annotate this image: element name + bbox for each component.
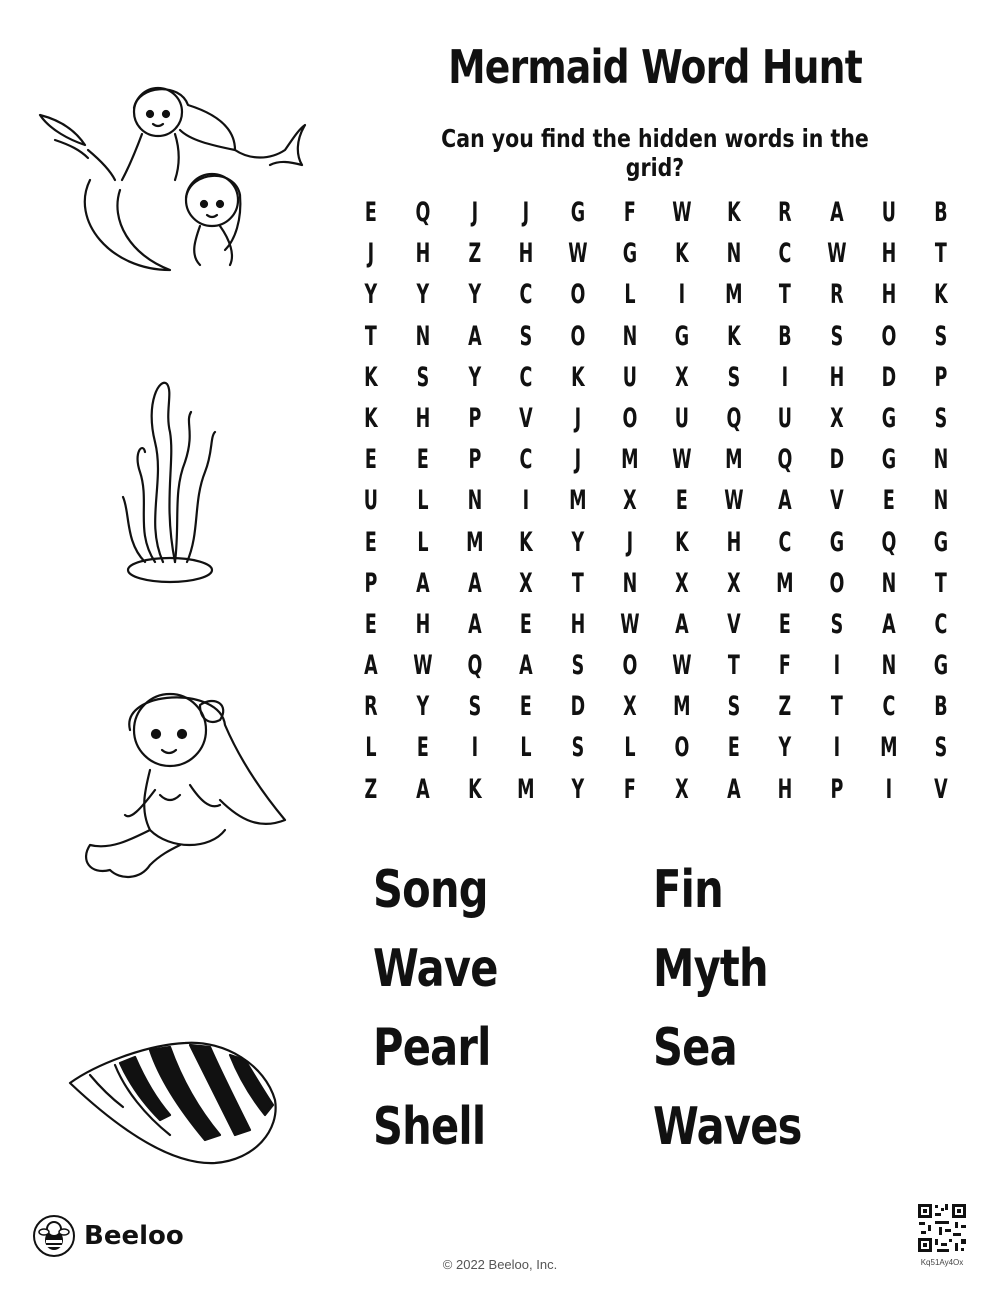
grid-letter: Y: [468, 279, 481, 311]
seaweed-illustration: [115, 372, 225, 587]
grid-letter: A: [467, 320, 482, 352]
grid-letter: E: [364, 608, 377, 640]
grid-letter: X: [519, 567, 534, 599]
grid-letter: O: [829, 567, 845, 599]
grid-letter: M: [724, 444, 743, 476]
grid-letter: X: [830, 402, 844, 434]
grid-letter: X: [726, 567, 741, 599]
grid-letter: I: [833, 650, 841, 682]
grid-letter: O: [622, 650, 638, 682]
grid-letter: E: [779, 608, 792, 640]
grid-letter: G: [829, 526, 845, 558]
grid-letter: K: [674, 526, 689, 558]
grid-letter: Z: [778, 691, 792, 723]
grid-letter: N: [415, 320, 431, 352]
beeloo-logo: [32, 1214, 184, 1258]
seashell-illustration: [65, 1035, 280, 1170]
grid-letter: W: [672, 650, 692, 682]
grid-letter: G: [881, 402, 897, 434]
grid-letter: K: [933, 279, 948, 311]
grid-letter: K: [726, 320, 741, 352]
word-list-item: Myth: [653, 939, 768, 999]
grid-letter: D: [881, 361, 897, 393]
two-mermaids-illustration: [30, 70, 310, 280]
grid-letter: D: [829, 444, 845, 476]
grid-letter: Y: [468, 361, 481, 393]
grid-letter: H: [881, 279, 897, 311]
word-list-item: Waves: [653, 1097, 802, 1157]
grid-letter: F: [779, 650, 792, 682]
grid-letter: J: [574, 402, 582, 434]
grid-letter: R: [778, 197, 793, 228]
grid-letter: M: [569, 485, 587, 517]
grid-letter: D: [570, 691, 586, 723]
grid-letter: M: [776, 567, 794, 599]
grid-letter: E: [520, 608, 533, 640]
grid-letter: P: [468, 402, 481, 434]
grid-letter: T: [727, 650, 740, 682]
grid-letter: Q: [726, 402, 741, 434]
grid-letter: W: [672, 444, 692, 476]
grid-letter: V: [830, 485, 844, 517]
word-list-item: Shell: [373, 1097, 486, 1157]
word-search-grid: [345, 192, 967, 810]
grid-letter: H: [415, 608, 431, 640]
grid-letter: U: [363, 485, 379, 517]
grid-letter: Z: [468, 238, 481, 270]
grid-letter: O: [674, 732, 690, 764]
grid-letter: E: [364, 197, 377, 228]
grid-letter: S: [934, 402, 947, 434]
grid-letter: B: [933, 197, 948, 228]
grid-letter: W: [723, 485, 744, 517]
grid-letter: K: [364, 361, 378, 393]
grid-letter: S: [416, 361, 429, 393]
grid-letter: E: [364, 444, 377, 476]
grid-letter: Y: [571, 773, 585, 805]
grid-letter: O: [570, 320, 586, 352]
grid-letter: V: [933, 773, 948, 805]
grid-letter: E: [675, 485, 688, 517]
page-title: Mermaid Word Hunt: [448, 40, 862, 94]
grid-letter: G: [933, 526, 948, 558]
grid-letter: H: [518, 238, 534, 270]
grid-letter: J: [367, 238, 375, 270]
grid-letter: W: [413, 650, 433, 682]
grid-letter: A: [364, 650, 378, 682]
grid-letter: T: [572, 567, 585, 599]
grid-letter: K: [519, 526, 534, 558]
grid-letter: T: [934, 567, 947, 599]
grid-letter: M: [517, 773, 535, 805]
grid-letter: A: [830, 197, 844, 228]
grid-letter: C: [519, 444, 533, 476]
grid-letter: Y: [571, 526, 585, 558]
grid-letter: J: [523, 197, 530, 228]
grid-letter: G: [933, 650, 948, 682]
grid-letter: L: [624, 279, 636, 311]
grid-letter: Q: [415, 197, 431, 228]
grid-letter: S: [571, 732, 585, 764]
grid-letter: A: [674, 608, 689, 640]
grid-letter: Y: [416, 691, 430, 723]
grid-letter: V: [726, 608, 741, 640]
grid-letter: A: [519, 650, 534, 682]
grid-letter: C: [882, 691, 896, 723]
grid-letter: N: [467, 485, 482, 517]
grid-letter: E: [416, 444, 429, 476]
grid-letter: A: [778, 485, 793, 517]
bee-icon: [32, 1214, 76, 1258]
grid-letter: K: [364, 402, 378, 434]
grid-letter: L: [417, 526, 429, 558]
grid-letter: A: [882, 608, 896, 640]
grid-letter: E: [416, 732, 429, 764]
grid-letter: Y: [416, 279, 430, 311]
word-list-item: Wave: [373, 939, 498, 999]
grid-letter: C: [519, 279, 533, 311]
word-list: [373, 858, 933, 1174]
grid-letter: C: [519, 361, 533, 393]
grid-letter: N: [726, 238, 741, 270]
grid-letter: A: [726, 773, 741, 805]
grid-letter: P: [468, 444, 481, 476]
grid-letter: E: [882, 485, 895, 517]
grid-letter: X: [623, 691, 637, 723]
brand-name: Beeloo: [84, 1221, 184, 1251]
grid-letter: N: [933, 485, 948, 517]
grid-letter: B: [778, 320, 792, 352]
grid-letter: U: [778, 402, 793, 434]
grid-letter: V: [519, 402, 534, 434]
grid-letter: P: [830, 773, 844, 805]
grid-letter: H: [881, 238, 897, 270]
word-list-item: Sea: [653, 1018, 737, 1078]
grid-letter: O: [570, 279, 586, 311]
grid-letter: A: [415, 567, 430, 599]
grid-letter: K: [674, 238, 689, 270]
grid-letter: U: [881, 197, 896, 228]
grid-letter: C: [934, 608, 948, 640]
grid-letter: S: [519, 320, 533, 352]
grid-letter: N: [622, 320, 638, 352]
grid-letter: S: [830, 320, 844, 352]
mermaid-illustration: [50, 680, 300, 890]
grid-letter: P: [934, 361, 948, 393]
grid-letter: W: [568, 238, 588, 270]
grid-letter: L: [520, 732, 532, 764]
word-list-item: Fin: [653, 860, 723, 920]
page-subtitle: Can you find the hidden words in the grid?: [441, 124, 869, 182]
grid-letter: B: [933, 691, 948, 723]
grid-letter: L: [624, 732, 636, 764]
grid-letter: X: [674, 773, 689, 805]
grid-letter: E: [364, 526, 377, 558]
grid-letter: H: [726, 526, 741, 558]
grid-letter: M: [621, 444, 639, 476]
grid-letter: Y: [364, 279, 378, 311]
grid-letter: S: [571, 650, 585, 682]
grid-letter: G: [570, 197, 586, 228]
grid-letter: I: [678, 279, 685, 311]
copyright-notice: © 2022 Beeloo, Inc.: [442, 1257, 558, 1272]
grid-letter: T: [779, 279, 792, 311]
grid-letter: H: [777, 773, 793, 805]
grid-letter: I: [833, 732, 841, 764]
grid-letter: U: [622, 361, 637, 393]
grid-letter: S: [727, 361, 740, 393]
grid-letter: C: [778, 526, 792, 558]
grid-letter: I: [885, 773, 893, 805]
grid-letter: T: [364, 320, 377, 352]
grid-letter: Q: [777, 444, 793, 476]
grid-letter: Q: [881, 526, 897, 558]
grid-letter: J: [471, 197, 478, 228]
grid-letter: C: [778, 238, 792, 270]
grid-letter: H: [415, 402, 431, 434]
grid-letter: K: [571, 361, 585, 393]
grid-letter: K: [726, 197, 741, 228]
grid-letter: M: [724, 279, 743, 311]
grid-letter: Y: [778, 732, 792, 764]
grid-letter: F: [623, 773, 636, 805]
grid-letter: J: [626, 526, 634, 558]
grid-letter: O: [622, 402, 638, 434]
grid-letter: H: [570, 608, 586, 640]
grid-letter: S: [934, 732, 947, 764]
grid-letter: I: [471, 732, 478, 764]
grid-letter: X: [674, 567, 689, 599]
grid-letter: E: [520, 691, 533, 723]
grid-letter: G: [622, 238, 638, 270]
grid-letter: G: [881, 444, 897, 476]
grid-letter: E: [727, 732, 740, 764]
word-list-item: Pearl: [373, 1018, 491, 1078]
grid-letter: L: [365, 732, 377, 764]
grid-letter: A: [415, 773, 430, 805]
grid-letter: S: [727, 691, 740, 723]
grid-letter: K: [467, 773, 482, 805]
grid-letter: S: [468, 691, 481, 723]
grid-letter: T: [934, 238, 947, 270]
grid-letter: X: [674, 361, 689, 393]
grid-letter: O: [881, 320, 897, 352]
grid-letter: W: [827, 238, 847, 270]
grid-letter: H: [829, 361, 845, 393]
grid-letter: R: [830, 279, 844, 311]
grid-letter: P: [364, 567, 378, 599]
grid-letter: I: [782, 361, 789, 393]
grid-letter: A: [467, 608, 482, 640]
qr-code-id: Kq51Ay4Ox: [920, 1258, 964, 1267]
qr-code: [917, 1203, 967, 1253]
grid-letter: Q: [467, 650, 482, 682]
grid-letter: W: [620, 608, 640, 640]
grid-letter: X: [623, 485, 637, 517]
grid-letter: T: [831, 691, 844, 723]
grid-letter: R: [364, 691, 378, 723]
word-list-item: Song: [373, 860, 488, 920]
grid-letter: N: [622, 567, 638, 599]
grid-letter: N: [881, 650, 897, 682]
grid-letter: S: [830, 608, 844, 640]
grid-letter: H: [415, 238, 431, 270]
grid-letter: F: [623, 197, 636, 228]
grid-letter: Z: [364, 773, 378, 805]
grid-letter: M: [672, 691, 691, 723]
grid-letter: L: [417, 485, 429, 517]
grid-letter: W: [672, 197, 692, 228]
grid-letter: M: [465, 526, 484, 558]
grid-letter: N: [933, 444, 948, 476]
grid-letter: M: [880, 732, 898, 764]
grid-letter: J: [574, 444, 582, 476]
grid-letter: U: [674, 402, 689, 434]
grid-letter: N: [881, 567, 897, 599]
grid-letter: I: [523, 485, 530, 517]
grid-letter: G: [674, 320, 689, 352]
grid-letter: A: [467, 567, 482, 599]
grid-letter: S: [934, 320, 947, 352]
